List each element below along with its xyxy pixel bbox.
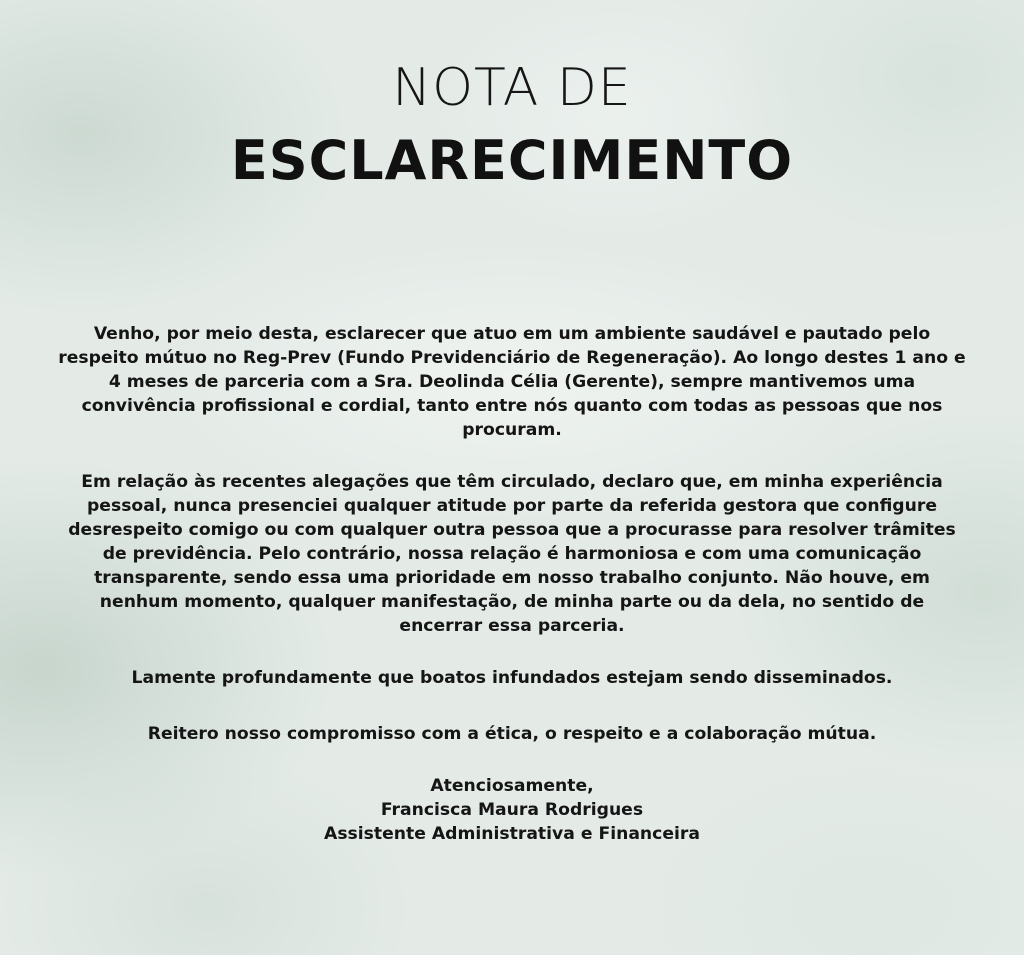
signature-name: Francisca Maura Rodrigues	[380, 800, 644, 820]
paragraph-context: Venho, por meio desta, esclarecer que atuo em um ambiente saudável e pautado pelo respeito mútuo no Reg-Prev (Fundo Previdenciário de Regeneração). Ao longo destes 1 ano e 4 meses de parceria com a Sra. Deolinda Célia (Gerente), sempre mantivemos uma convivência profissional e cordial, tanto entre nós quanto com todas as pessoas que nos procuram.	[58, 324, 966, 440]
signature-closing: Atenciosamente,	[430, 776, 594, 796]
title-line-1: NOTA DE	[392, 58, 632, 118]
note-body	[56, 322, 968, 846]
paragraph-commitment: Reitero nosso compromisso com a ética, o respeito e a colaboração mútua.	[147, 724, 877, 744]
paragraph-regret: Lamente profundamente que boatos infundados estejam sendo disseminados.	[131, 668, 893, 688]
title-line-2: ESCLARECIMENTO	[230, 129, 794, 192]
signature-block	[56, 774, 968, 846]
paragraph-statement: Em relação às recentes alegações que têm circulado, declaro que, em minha experiência pessoal, nunca presenciei qualquer atitude por parte da referida gestora que configure desrespeito comigo ou com qualquer outra pessoa que a procurasse para resolver trâmites de previdência. Pelo contrário, nossa relação é harmoniosa e com uma comunicação transparente, sendo essa uma prioridade em nosso trabalho conjunto. Não houve, em nenhum momento, qualquer manifestação, de minha parte ou da dela, no sentido de encerrar essa parceria.	[68, 472, 956, 636]
signature-role: Assistente Administrativa e Financeira	[324, 824, 700, 844]
